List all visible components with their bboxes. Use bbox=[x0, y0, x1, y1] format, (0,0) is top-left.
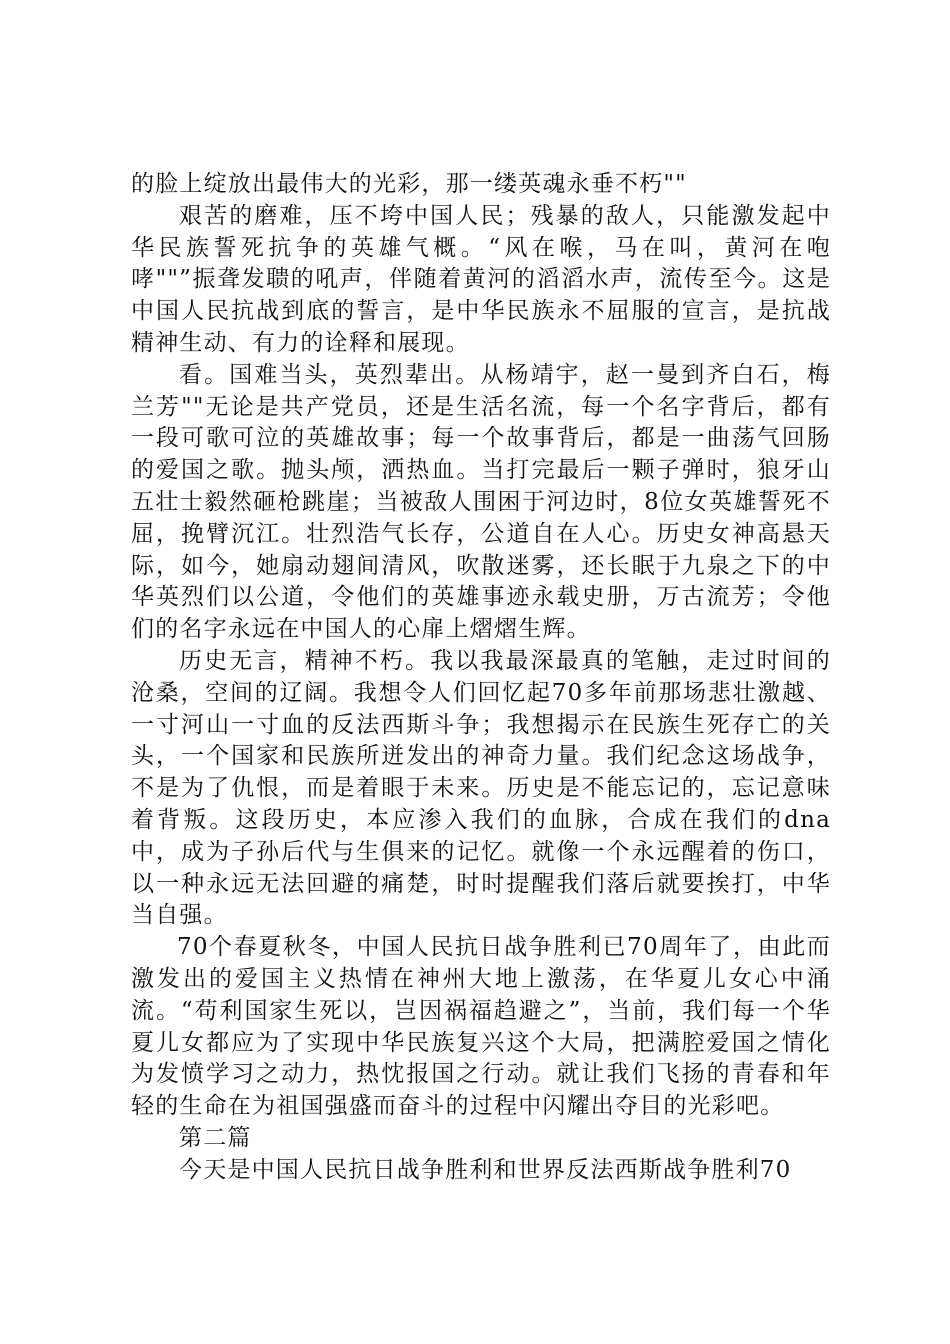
paragraph-seventy-years: 70个春夏秋冬，中国人民抗日战争胜利已70周年了，由此而激发出的爱国主义热情在神州大地上激荡，在华夏儿女心中涌流。“苟利国家生死以，岂因祸福趋避之”，当前，我们每一个华夏儿女都应为了实现中华民族复兴这个大局，把满腔爱国之情化为发愤学习之动力，热忱报国之行动。就让我们飞扬的青春和年轻的生命在为祖国强盛而奋斗的过程中闪耀出夺目的光彩吧。 bbox=[131, 934, 831, 1120]
paragraph-today: 今天是中国人民抗日战争胜利和世界反法西斯战争胜利70 bbox=[179, 1156, 792, 1183]
paragraph-hardship: 艰苦的磨难，压不垮中国人民；残暴的敌人，只能激发起中华民族誓死抗争的英雄气概。“风在喉，马在叫，黄河在咆哮""”振聋发聩的吼声，伴随着黄河的滔滔水声，流传至今。这是中国人民抗战到底的誓言，是中华民族永不屈服的宣言，是抗战精神生动、有力的诠释和展现。 bbox=[131, 202, 831, 356]
paragraph-history: 历史无言，精神不朽。我以我最深最真的笔触，走过时间的沧桑，空间的辽阔。我想令人们回忆起70多年前那场悲壮激越、一寸河山一寸血的反法西斯斗争；我想揭示在民族生死存亡的关头，一个国家和民族所迸发出的神奇力量。我们纪念这场战争，不是为了仇恨，而是着眼于未来。历史是不能忘记的，忘记意味着背叛。这段历史，本应渗入我们的血脉，合成在我们的dna中，成为子孙后代与生俱来的记忆。就像一个永远醒着的伤口，以一种永远无法回避的痛楚，时时提醒我们落后就要挨打，中华当自强。 bbox=[131, 647, 831, 929]
section-heading: 第二篇 bbox=[179, 1124, 252, 1151]
paragraph-heroes: 看。国难当头，英烈辈出。从杨靖宇，赵一曼到齐白石，梅兰芳""无论是共产党员，还是生活名流，每一个名字背后，都有一段可歌可泣的英雄故事；每一个故事背后，都是一曲荡气回肠的爱国之歌。抛头颅，洒热血。当打完最后一颗子弹时，狼牙山五壮士毅然砸枪跳崖；当被敌人围困于河边时，8位女英雄誓死不屈，挽臂沉江。壮烈浩气长存，公道自在人心。历史女神高悬天际，如今，她扇动翅间清风，吹散迷雾，还长眠于九泉之下的中华英烈们以公道，令他们的英雄事迹永载史册，万古流芳；令他们的名字永远在中国人的心扉上熠熠生辉。 bbox=[131, 361, 831, 643]
paragraph-continuation: 的脸上绽放出最伟大的光彩，那一缕英魂永垂不朽"" bbox=[131, 171, 687, 197]
document-body bbox=[131, 169, 831, 1187]
